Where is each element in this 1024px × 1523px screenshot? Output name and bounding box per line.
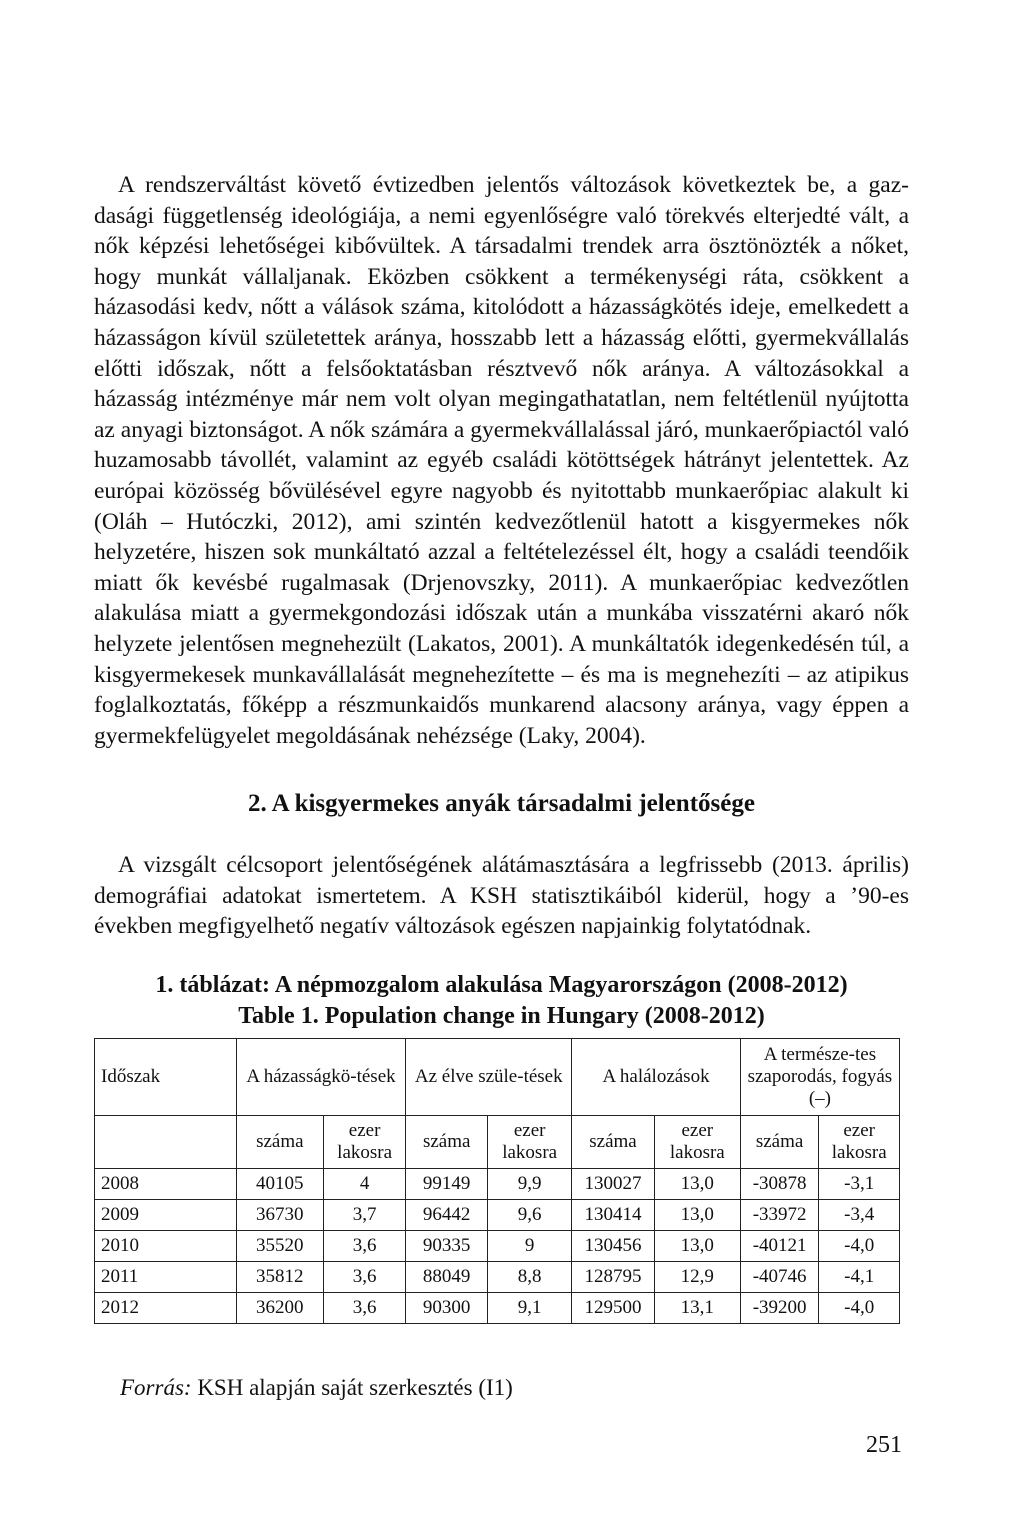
cell-year: 2010 <box>95 1231 237 1262</box>
cell-natural-rate: -4,1 <box>819 1262 900 1293</box>
cell-birth-rate: 9,6 <box>488 1200 572 1231</box>
cell-births: 90300 <box>406 1293 488 1324</box>
header-natural-change: A természe-tes szaporodás, fogyás (–) <box>740 1039 899 1116</box>
cell-year: 2011 <box>95 1262 237 1293</box>
header-marriages: A házasságkö-tések <box>236 1039 406 1116</box>
cell-birth-rate: 9 <box>488 1231 572 1262</box>
cell-deaths: 128795 <box>572 1262 655 1293</box>
cell-marriages: 35520 <box>236 1231 323 1262</box>
cell-natural-rate: -3,4 <box>819 1200 900 1231</box>
table-row <box>95 1231 900 1262</box>
cell-deaths: 130456 <box>572 1231 655 1262</box>
cell-natural-change: -40121 <box>740 1231 819 1262</box>
cell-marriages: 36730 <box>236 1200 323 1231</box>
cell-marriage-rate: 3,6 <box>323 1262 405 1293</box>
body-paragraph: A rendszerváltást követő évtizedben jelentős változások következtek be, a gazdasági függetlenség ideológiája, a nemi egyenlőségre való törekvés elterjedté vált, a nők képzési lehetőségei kibővültek. A társadalmi trendek arra ösztönözték a nőket, hogy munkát vállaljanak. Eközben csökkent a termékenységi ráta, csökkent a házasodási kedv, nőtt a válások száma, kitolódott a házasságkötés ideje, emelkedett a házasságon kívül születettek aránya, hosszabb lett a házasság előtti, gyermekvállalás előtti időszak, nőtt a felsőoktatásban résztvevő nők aránya. A változásokkal a házasság intézménye már nem volt olyan megingathatatlan, nem feltétlenül nyújtotta az anyagi biztonságot. A nők számára a gyermekvállalással járó, munkaerőpiactól való huzamosabb távollét, valamint az egyéb családi kötöttségek hátrányt jelentettek. Az európai közösség bővülésével egyre nagyobb és nyitottabb munkaerőpiac alakult ki (Oláh – Hutóczki, 2012), ami szintén kedvezőtlenül hatott a kisgyermekes nők helyzetére, hiszen sok munkáltató azzal a feltételezéssel élt, hogy a családi teendőik miatt ők kevésbé rugalmasak (Drjenovszky, 2011). A munkaerőpiac kedvezőtlen alakulása miatt a gyermekgondozási időszak után a munkába visszatérni akaró nők helyzete jelentősen megnehezült (Lakatos, 2001). A munkáltatók idegenkedésén túl, a kisgyermekesek munkavállalását megnehezítette – és ma is megnehezíti – az atipikus foglalkoztatás, főképp a részmunkaidős munkarend alacsony aránya, vagy éppen a gyermekfelügyelet megoldásának nehézsége (Laky, 2004). <box>94 172 909 749</box>
source-text: KSH alapján saját szerkesztés (I1) <box>191 1375 513 1400</box>
cell-marriage-rate: 4 <box>323 1169 405 1200</box>
cell-natural-change: -39200 <box>740 1293 819 1324</box>
cell-natural-rate: -3,1 <box>819 1169 900 1200</box>
cell-marriages: 40105 <box>236 1169 323 1200</box>
cell-natural-rate: -4,0 <box>819 1293 900 1324</box>
cell-natural-change: -30878 <box>740 1169 819 1200</box>
cell-marriage-rate: 3,7 <box>323 1200 405 1231</box>
subheader-count: száma <box>406 1116 488 1169</box>
subheader-count: száma <box>572 1116 655 1169</box>
cell-natural-change: -40746 <box>740 1262 819 1293</box>
header-births: Az élve szüle-tések <box>406 1039 572 1116</box>
subheader-empty <box>95 1116 237 1169</box>
page-number: 251 <box>866 1432 902 1458</box>
cell-year: 2012 <box>95 1293 237 1324</box>
cell-birth-rate: 9,9 <box>488 1169 572 1200</box>
intro-paragraph: A vizsgált célcsoport jelentőségének alátámasztására a legfrissebb (2013. április) demográfiai adatokat ismertetem. A KSH statisztikáiból kiderül, hogy a ’90-es években megfigyelhető negatív változások egészen napjainkig folytatódnak. <box>94 852 909 940</box>
subheader-rate: ezer lakosra <box>654 1116 740 1169</box>
subheader-rate: ezer lakosra <box>323 1116 405 1169</box>
cell-births: 90335 <box>406 1231 488 1262</box>
cell-marriage-rate: 3,6 <box>323 1293 405 1324</box>
cell-year: 2009 <box>95 1200 237 1231</box>
subheader-rate: ezer lakosra <box>488 1116 572 1169</box>
cell-natural-change: -33972 <box>740 1200 819 1231</box>
table-row <box>95 1293 900 1324</box>
cell-birth-rate: 8,8 <box>488 1262 572 1293</box>
source-note <box>120 1375 513 1401</box>
table-subheader-row <box>95 1116 900 1169</box>
cell-births: 99149 <box>406 1169 488 1200</box>
cell-death-rate: 13,0 <box>654 1169 740 1200</box>
cell-deaths: 130414 <box>572 1200 655 1231</box>
cell-births: 88049 <box>406 1262 488 1293</box>
source-label: Forrás: <box>120 1375 192 1400</box>
table-caption-hungarian: 1. táblázat: A népmozgalom alakulása Magyarországon (2008-2012) <box>155 972 848 998</box>
cell-marriages: 35812 <box>236 1262 323 1293</box>
population-table <box>94 1038 900 1324</box>
cell-death-rate: 13,0 <box>654 1231 740 1262</box>
cell-marriage-rate: 3,6 <box>323 1231 405 1262</box>
table-row <box>95 1262 900 1293</box>
cell-death-rate: 13,1 <box>654 1293 740 1324</box>
section-heading: 2. A kisgyermekes anyák társadalmi jelentősége <box>248 790 755 817</box>
subheader-count: száma <box>236 1116 323 1169</box>
cell-births: 96442 <box>406 1200 488 1231</box>
table-caption-english: Table 1. Population change in Hungary (2008-2012) <box>238 1003 765 1029</box>
cell-deaths: 130027 <box>572 1169 655 1200</box>
cell-deaths: 129500 <box>572 1293 655 1324</box>
table-header-row <box>95 1039 900 1116</box>
cell-year: 2008 <box>95 1169 237 1200</box>
subheader-rate: ezer lakosra <box>819 1116 900 1169</box>
cell-death-rate: 13,0 <box>654 1200 740 1231</box>
subheader-count: száma <box>740 1116 819 1169</box>
header-period: Időszak <box>95 1039 237 1116</box>
header-deaths: A halálozások <box>572 1039 741 1116</box>
cell-natural-rate: -4,0 <box>819 1231 900 1262</box>
cell-death-rate: 12,9 <box>654 1262 740 1293</box>
table-row <box>95 1200 900 1231</box>
table-row <box>95 1169 900 1200</box>
cell-marriages: 36200 <box>236 1293 323 1324</box>
cell-birth-rate: 9,1 <box>488 1293 572 1324</box>
